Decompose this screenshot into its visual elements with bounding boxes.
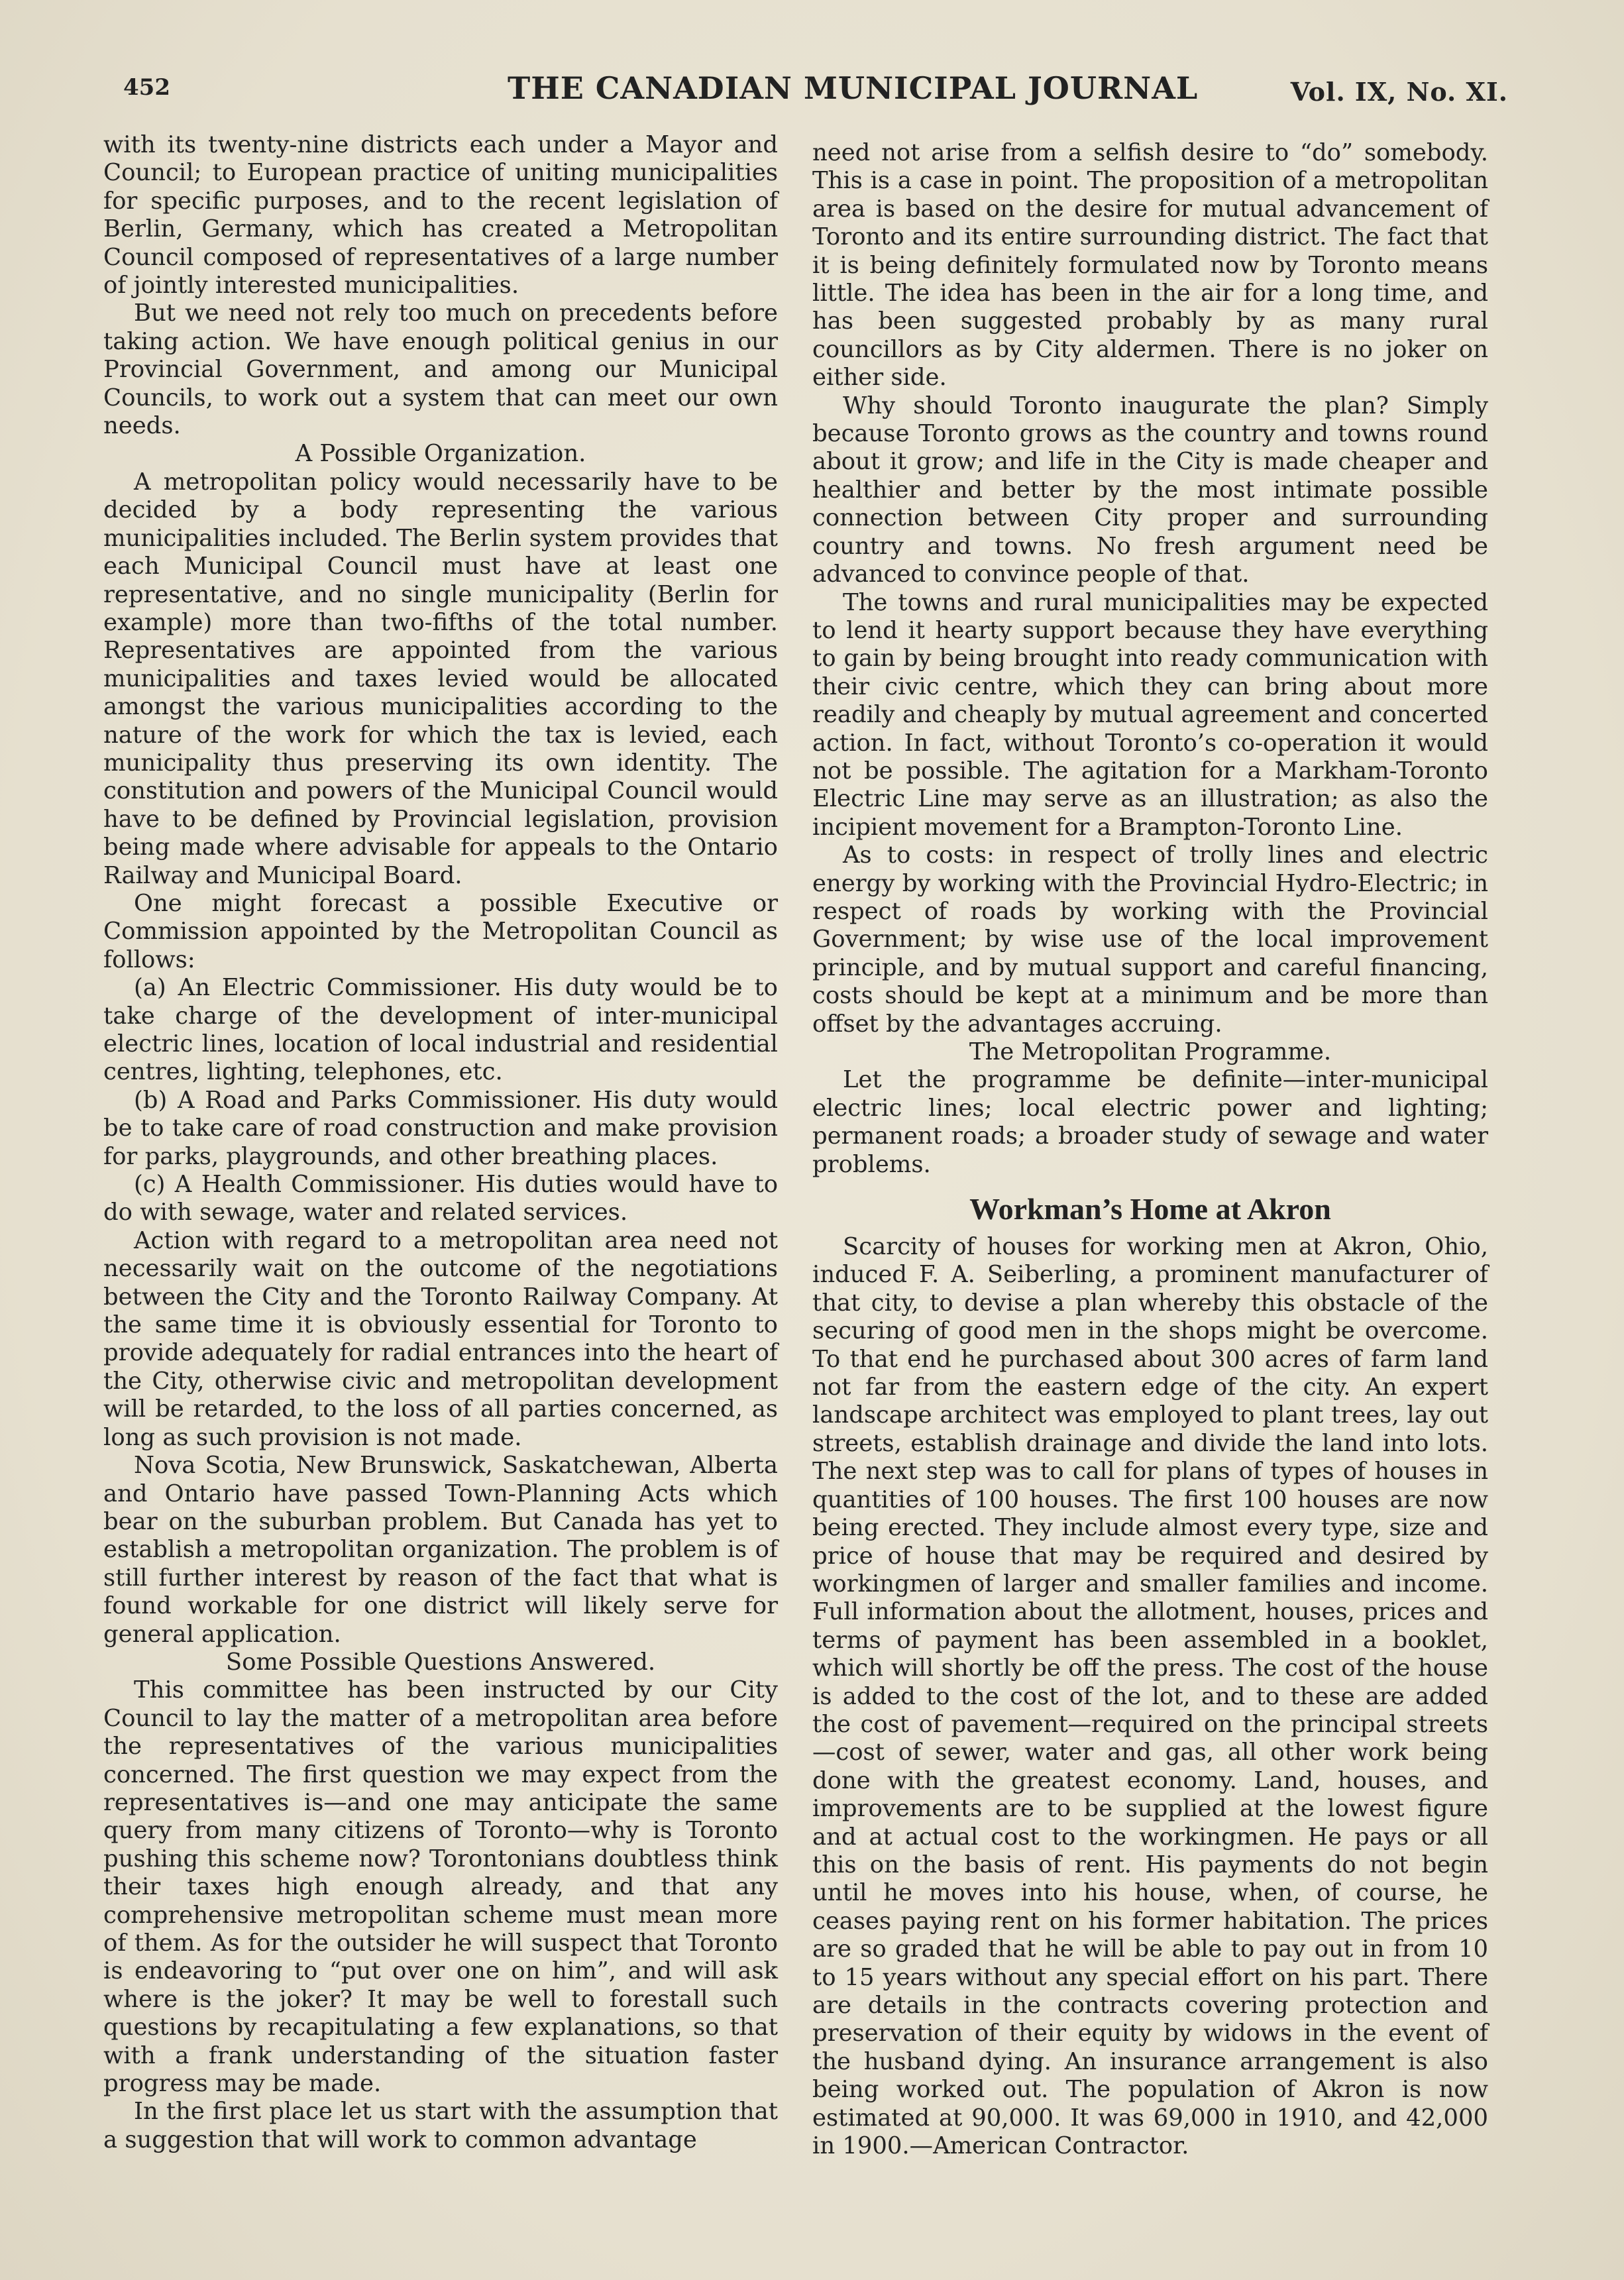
journal-title: THE CANADIAN MUNICIPAL JOURNAL <box>508 70 1199 106</box>
paragraph: As to costs: in respect of trolly lines and electric energy by working with the Provincial Hydro-Electric; in respect of roads by working with the Provincial Government; by wise use of the local improvement principle, and by mutual support and careful financing, costs should be kept at a minimum and be more than offset by the advantages accruing. <box>812 841 1488 1038</box>
paragraph: (b) A Road and Parks Commissioner. His duty would be to take care of road construction and make provision for parks, playgrounds, and other breathing places. <box>103 1086 778 1170</box>
paragraph: One might forecast a possible Executive or Commission appointed by the Metropolitan Council as follows: <box>103 889 778 973</box>
page-header <box>123 70 1508 117</box>
paragraph: But we need not rely too much on precedents before taking action. We have enough political genius in our Provincial Government, and among our Municipal Councils, to work out a system that can meet our own needs. <box>103 299 778 440</box>
section-subheading: The Metropolitan Programme. <box>969 1038 1332 1065</box>
paragraph: In the first place let us start with the assumption that a suggestion that will work to common advantage <box>103 2098 778 2153</box>
paragraph: Nova Scotia, New Brunswick, Saskatchewan, Alberta and Ontario have passed Town-Planning Acts which bear on the suburban problem. But Canada has yet to establish a metropolitan organization. The problem is of still further interest by reason of the fact that what is found workable for one district will likely serve for general application. <box>103 1452 778 1648</box>
paragraph: Why should Toronto inaugurate the plan? Simply because Toronto grows as the country and towns round about it grow; and life in the City is made cheaper and healthier and better by the most intimate possible connection between City proper and surrounding country and towns. No fresh argument need be advanced to convince people of that. <box>812 392 1488 588</box>
left-column <box>103 131 778 2154</box>
page-number: 452 <box>123 74 170 101</box>
paragraph: The towns and rural municipalities may be expected to lend it hearty support because they have everything to gain by being brought into ready communication with their civic centre, which they can bring about more readily and cheaply by mutual agreement and concerted action. In fact, without Toronto’s co-operation it would not be possible. The agitation for a Markham-Toronto Electric Line may serve as an illustration; as also the incipient movement for a Brampton-Toronto Line. <box>812 588 1488 841</box>
paragraph: (c) A Health Commissioner. His duties would have to do with sewage, water and related services. <box>103 1171 778 1226</box>
paragraph: Action with regard to a metropolitan area need not necessarily wait on the outcome of the negotiations between the City and the Toronto Railway Company. At the same time it is obviously essential for Toronto to provide adequately for radial entrances into the heart of the City, otherwise civic and metropolitan development will be retarded, to the loss of all parties concerned, as long as such provision is not made. <box>103 1226 778 1451</box>
paragraph: with its twenty-nine districts each under a Mayor and Council; to European practice of uniting municipalities for specific purposes, and to the recent legislation of Berlin, Germany, which has created a Metropolitan Council composed of representatives of a large number of jointly interested municipalities. <box>103 131 778 299</box>
article-title: Workman’s Home at Akron <box>969 1192 1331 1226</box>
paragraph: Scarcity of houses for working men at Akron, Ohio, induced F. A. Seiberling, a prominent manufacturer of that city, to devise a plan whereby this obstacle of the securing of good men in the shops might be overcome. To that end he purchased about 300 acres of farm land not far from the eastern edge of the city. An expert landscape architect was employed to plant trees, lay out streets, establish drainage and divide the land into lots. The next step was to call for plans of types of houses in quantities of 100 houses. The first 100 houses are now being erected. They include almost every type, size and price of house that may be required and desired by workingmen of larger and smaller families and income. Full information about the allotment, houses, prices and terms of payment has been assembled in a booklet, which will shortly be off the press. The cost of the house is added to the cost of the lot, and to these are added the cost of pavement—required on the principal streets—cost of sewer, water and gas, all other work being done with the greatest economy. Land, houses, and improvements are to be supplied at the lowest figure and at actual cost to the workingmen. He pays or all this on the basis of rent. His payments do not begin until he moves into his house, when, of course, he ceases paying rent on his former habitation. The prices are so graded that he will be able to pay out in from 10 to 15 years without any special effort on his part. There are details in the contracts covering protection and preservation of their equity by widows in the event of the husband dying. An insurance arrangement is also being worked out. The population of Akron is now estimated at 90,000. It was 69,000 in 1910, and 42,000 in 1900.—American Contractor. <box>812 1233 1488 2160</box>
paragraph: This committee has been instructed by our City Council to lay the matter of a metropolitan area before the representatives of the various municipalities concerned. The first question we may expect from the representatives is—and one may anticipate the same query from many citizens of Toronto—why is Toronto pushing this scheme now? Torontonians doubtless think their taxes high enough already, and that any comprehensive metropolitan scheme must mean more of them. As for the outsider he will suspect that Toronto is endeavoring to “put over one on him”, and will ask where is the joker? It may be well to forestall such questions by recapitulating a few explanations, so that with a frank understanding of the situation faster progress may be made. <box>103 1676 778 2098</box>
volume-issue: Vol. IX, No. XI. <box>1290 77 1508 107</box>
paragraph: need not arise from a selfish desire to “do” somebody. This is a case in point. The proposition of a metropolitan area is based on the desire for mutual advancement of Toronto and its entire surrounding district. The fact that it is being definitely formulated now by Toronto means little. The idea has been in the air for a long time, and has been suggested probably by as many rural councillors as by City aldermen. There is no joker on either side. <box>812 139 1488 392</box>
paragraph: Let the programme be definite—inter-municipal electric lines; local electric power and lighting; permanent roads; a broader study of sewage and water problems. <box>812 1066 1488 1178</box>
section-subheading: A Possible Organization. <box>295 440 586 468</box>
paragraph: A metropolitan policy would necessarily have to be decided by a body representing the various municipalities included. The Berlin system provides that each Municipal Council must have at least one representative, and no single municipality (Berlin for example) more than two-fifths of the total number. Representatives are appointed from the various municipalities and taxes levied would be allocated amongst the various municipalities according to the nature of the work for which the tax is levied, each municipality thus preserving its own identity. The constitution and powers of the Municipal Council would have to be defined by Provincial legislation, provision being made where advisable for appeals to the Ontario Railway and Municipal Board. <box>103 468 778 889</box>
paragraph: (a) An Electric Commissioner. His duty would be to take charge of the development of inter-municipal electric lines, location of local industrial and residential centres, lighting, telephones, etc. <box>103 974 778 1086</box>
right-column <box>812 139 1488 2160</box>
section-subheading: Some Possible Questions Answered. <box>225 1648 656 1676</box>
